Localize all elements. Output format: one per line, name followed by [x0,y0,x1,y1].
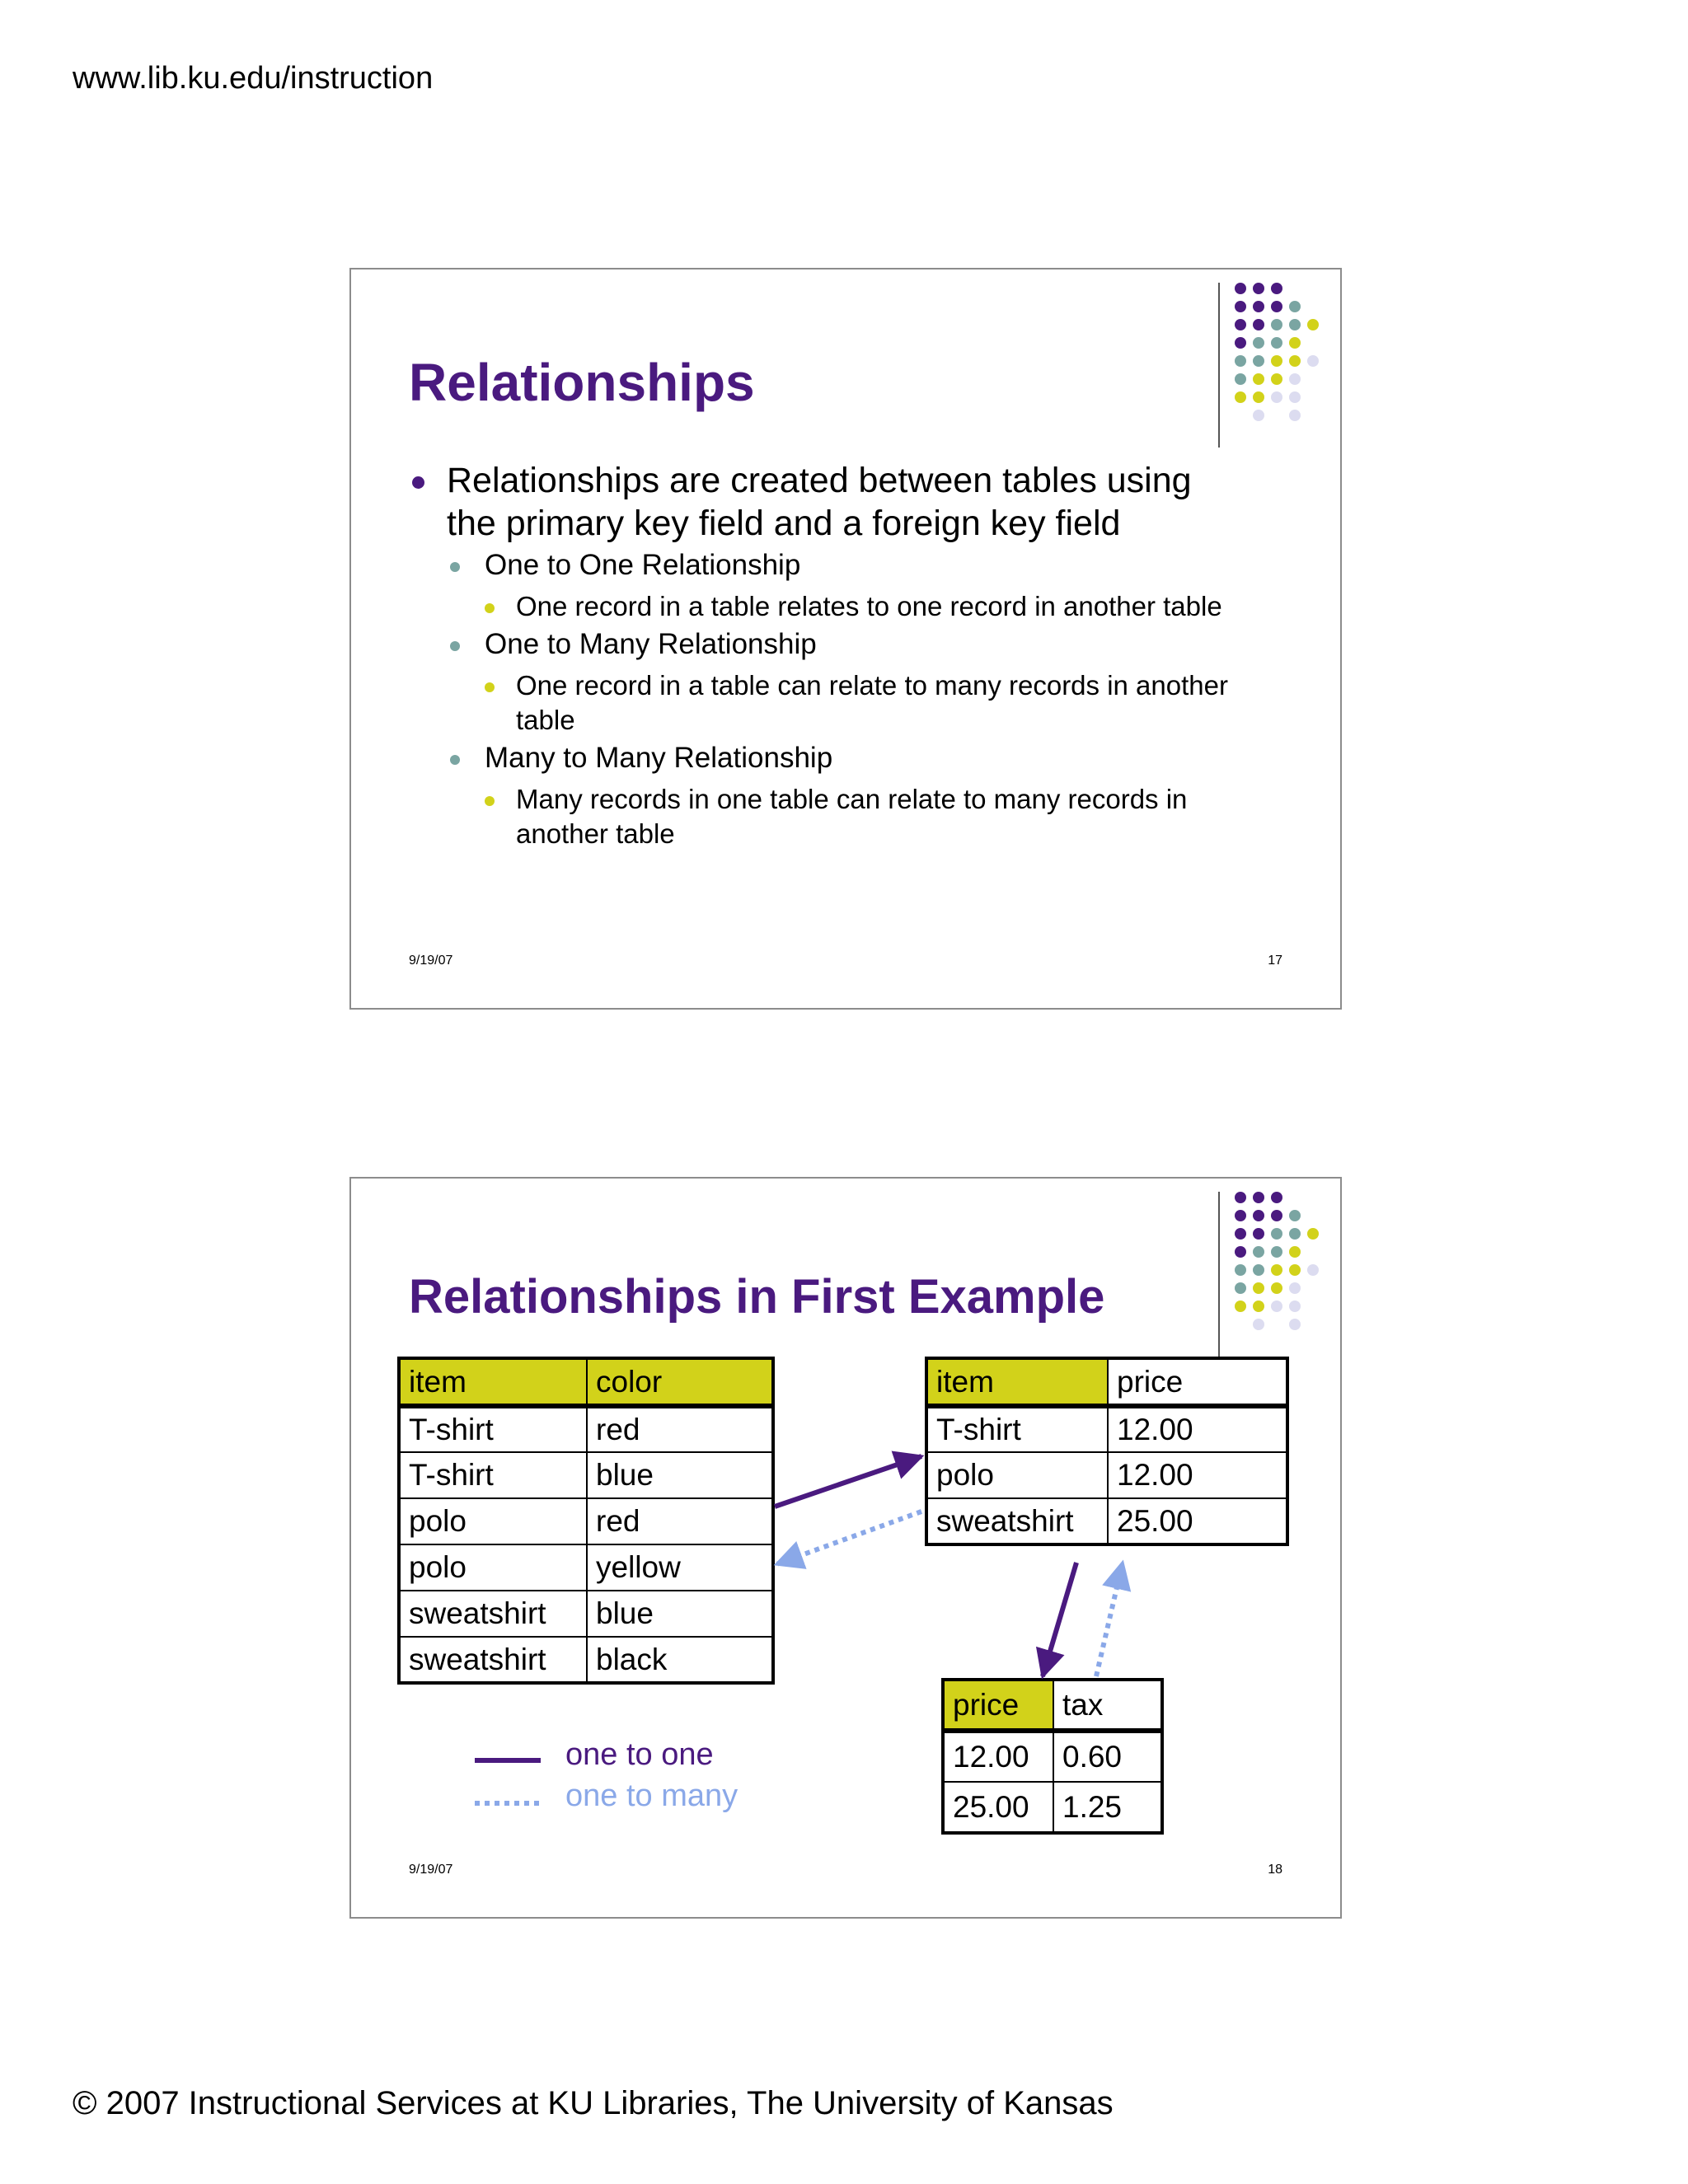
table-row [943,1731,1162,1782]
bullet-dot-icon [450,755,460,765]
table-cell: 12.00 [1108,1452,1287,1498]
table-item-color [397,1357,775,1685]
bullet-item [409,459,1250,545]
table-row [943,1782,1162,1833]
table-cell: 12.00 [943,1731,1053,1782]
table-cell: T-shirt [926,1406,1108,1452]
decorative-dot [1271,355,1282,367]
table-cell: black [587,1637,773,1683]
table-header-cell: price [943,1680,1053,1731]
bullet-text: One record in a table can relate to many records in another table [516,670,1228,735]
table-cell: sweatshirt [926,1498,1108,1544]
decorative-dot [1253,391,1264,403]
decorative-dot [1289,1246,1301,1258]
decorative-dot [1235,1210,1246,1221]
decorative-dot [1271,1210,1282,1221]
slide-number: 18 [1268,1863,1282,1877]
decorative-dot [1253,410,1264,421]
decorative-dot [1271,391,1282,403]
decorative-dot [1253,1301,1264,1312]
decorative-divider [1218,1192,1220,1358]
decorative-dot [1307,1228,1319,1240]
table-cell: 1.25 [1053,1782,1162,1833]
bullet-dot-icon [450,562,460,572]
table-cell: polo [926,1452,1108,1498]
table-cell: 25.00 [1108,1498,1287,1544]
decorative-dot [1253,1192,1264,1203]
table-cell: blue [587,1591,773,1637]
table-cell: sweatshirt [399,1591,587,1637]
decorative-dot [1289,1301,1301,1312]
table-cell: red [587,1498,773,1544]
decorative-dot [1235,391,1246,403]
table-cell: T-shirt [399,1406,587,1452]
decorative-dot [1235,1246,1246,1258]
decorative-dot [1289,1319,1301,1330]
bullet-text: Relationships are created between tables using the primary key field and a foreign key field [447,461,1192,543]
bullet-item [409,741,1250,776]
decorative-dot [1235,319,1246,330]
table-cell: 12.00 [1108,1406,1287,1452]
table-cell: 0.60 [1053,1731,1162,1782]
bullet-text: Many records in one table can relate to many records in another table [516,784,1188,849]
decorative-dot [1253,1210,1264,1221]
decorative-dot [1235,373,1246,385]
table-cell: T-shirt [399,1452,587,1498]
decorative-dot [1253,1228,1264,1240]
decorative-dot [1271,373,1282,385]
bullet-item [409,627,1250,662]
table-row [399,1498,773,1544]
table-header-cell: tax [1053,1680,1162,1731]
legend-one-to-many: one to many [565,1779,738,1813]
table-header-cell: item [926,1358,1108,1406]
decorative-dot [1271,301,1282,312]
one-to-many-arrow [776,1511,921,1564]
decorative-dot [1271,319,1282,330]
decorative-dot [1235,1301,1246,1312]
slide-title: Relationships [409,353,755,412]
decorative-dot [1271,1282,1282,1294]
table-row [926,1452,1287,1498]
decorative-dot [1307,355,1319,367]
decorative-dot [1271,283,1282,294]
decorative-dot [1253,373,1264,385]
decorative-dot [1271,1301,1282,1312]
table-cell: blue [587,1452,773,1498]
decorative-dot [1235,355,1246,367]
table-row [399,1452,773,1498]
decorative-dot [1271,1246,1282,1258]
bullet-item [409,782,1250,851]
decorative-dot [1253,1246,1264,1258]
bullet-dot-icon [412,476,424,489]
decorative-dot [1271,337,1282,349]
table-row [926,1498,1287,1544]
table-header-cell: price [1108,1358,1287,1406]
table-item-price [925,1357,1289,1546]
decorative-dot [1253,1264,1264,1276]
slide-number: 17 [1268,954,1282,968]
bullet-dot-icon [450,641,460,651]
bullet-item [409,668,1250,738]
decorative-dot [1271,1228,1282,1240]
table-cell: sweatshirt [399,1637,587,1683]
decorative-dot [1289,1282,1301,1294]
decorative-dot [1289,1228,1301,1240]
legend-one-to-one: one to one [565,1737,714,1772]
table-row [399,1591,773,1637]
decorative-dot [1289,410,1301,421]
decorative-dot [1271,1192,1282,1203]
decorative-dot [1235,283,1246,294]
bullet-dot-icon [485,603,495,613]
slide-title: Relationships in First Example [409,1270,1105,1324]
decorative-dot [1235,337,1246,349]
bullet-item [409,548,1250,583]
decorative-divider [1218,283,1220,448]
decorative-dot [1253,319,1264,330]
decorative-dot [1271,1264,1282,1276]
one-to-many-arrow [1096,1563,1123,1676]
table-header-cell: item [399,1358,587,1406]
bullet-text: One to Many Relationship [485,628,817,660]
decorative-dot [1289,1264,1301,1276]
decorative-dot [1253,1319,1264,1330]
one-to-one-arrow [775,1456,921,1507]
slide-date: 9/19/07 [409,1863,453,1877]
bullet-text: Many to Many Relationship [485,742,833,774]
table-cell: yellow [587,1544,773,1591]
decorative-dot [1235,301,1246,312]
decorative-dot [1253,283,1264,294]
bullet-item [409,589,1250,624]
decorative-dot [1307,319,1319,330]
table-cell: polo [399,1544,587,1591]
table-header-cell: color [587,1358,773,1406]
table-row [399,1637,773,1683]
decorative-dot [1289,337,1301,349]
table-row [926,1406,1287,1452]
slide-date: 9/19/07 [409,954,453,968]
decorative-dot [1253,301,1264,312]
slide-relationships [349,268,1342,1010]
decorative-dot [1307,1264,1319,1276]
bullet-dot-icon [485,796,495,806]
bullet-dot-icon [485,682,495,692]
table-row [399,1406,773,1452]
table-cell: 25.00 [943,1782,1053,1833]
slide-relationships-first-example [349,1177,1342,1919]
decorative-dot [1289,373,1301,385]
decorative-dot [1235,1192,1246,1203]
bullet-list [409,459,1250,851]
one-to-one-arrow [1043,1563,1076,1676]
page-footer-copyright: © 2007 Instructional Services at KU Libraries, The University of Kansas [73,2085,1114,2121]
decorative-dot [1289,355,1301,367]
decorative-dot [1235,1264,1246,1276]
decorative-dot-grid-icon [1235,1192,1334,1340]
decorative-dot [1235,1282,1246,1294]
decorative-dot-grid-icon [1235,283,1334,431]
table-cell: red [587,1406,773,1452]
table-price-tax [941,1678,1164,1835]
decorative-dot [1253,337,1264,349]
decorative-dot [1289,301,1301,312]
decorative-dot [1253,1282,1264,1294]
table-cell: polo [399,1498,587,1544]
decorative-dot [1289,1210,1301,1221]
bullet-text: One to One Relationship [485,549,801,581]
table-row [399,1544,773,1591]
decorative-dot [1289,391,1301,403]
decorative-dot [1253,355,1264,367]
bullet-text: One record in a table relates to one record in another table [516,591,1222,621]
decorative-dot [1235,1228,1246,1240]
page-header-url: www.lib.ku.edu/instruction [73,61,434,96]
decorative-dot [1289,319,1301,330]
